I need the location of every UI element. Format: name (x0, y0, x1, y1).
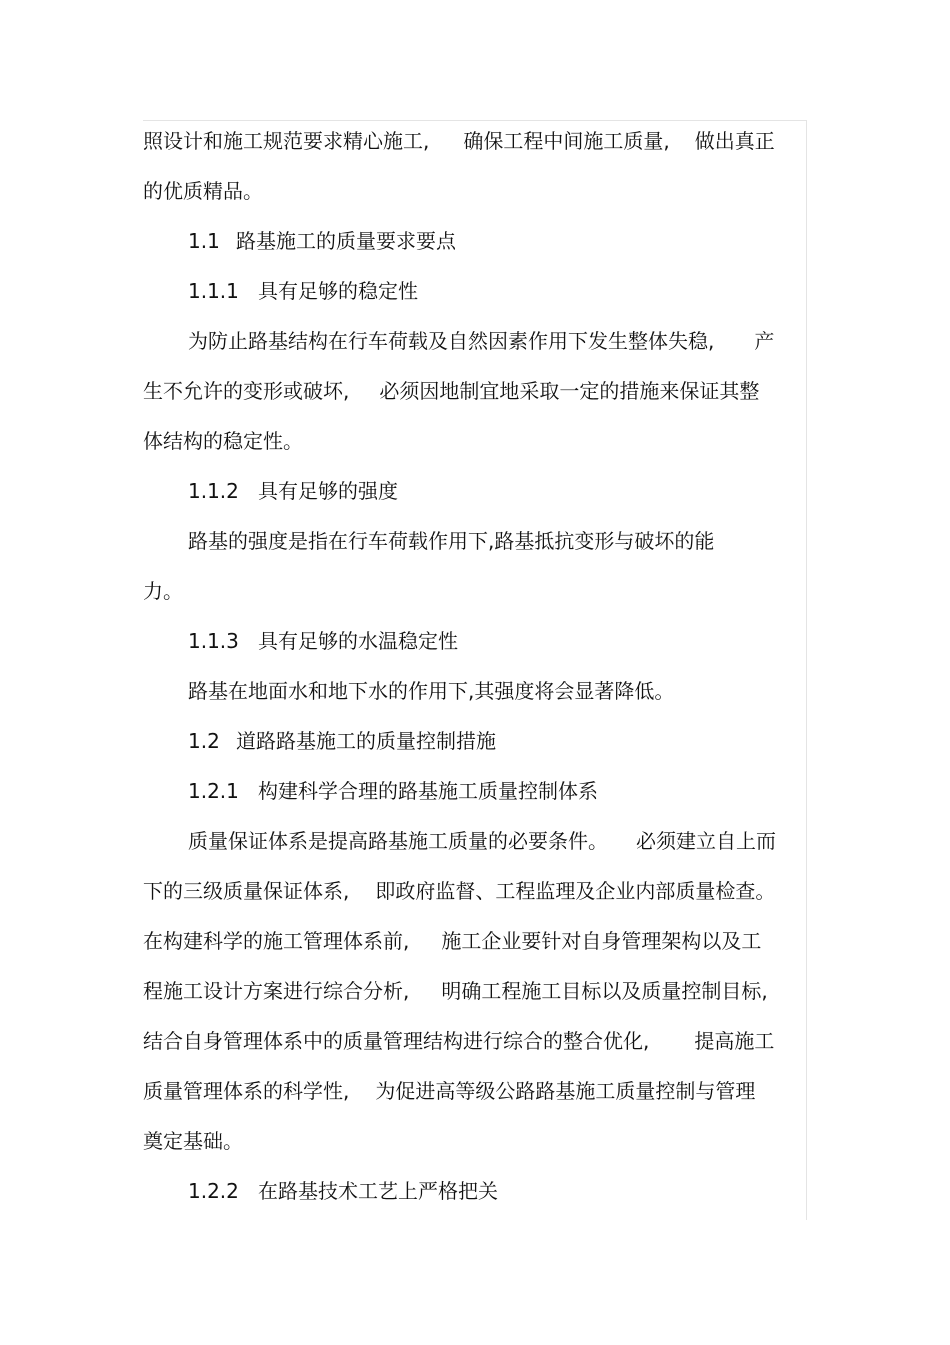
text-segment: 为防止路基结构在行车荷载及自然因素作用下发生整体失稳, (188, 329, 715, 353)
section-title: 道路路基施工的质量控制措施 (236, 729, 496, 753)
section-number: 1.1 (188, 229, 220, 253)
section-number: 1.1.1 (188, 279, 239, 303)
text-segment: 为促进高等级公路路基施工质量控制与管理 (375, 1079, 756, 1103)
paragraph-line (143, 1066, 803, 1116)
text-segment: 提高施工 (694, 1029, 775, 1053)
section-number: 1.1.2 (188, 479, 239, 503)
paragraph-line (143, 316, 803, 366)
section-number: 1.1.3 (188, 629, 239, 653)
section-heading-1-2-1 (143, 766, 803, 816)
section-title: 构建科学合理的路基施工质量控制体系 (258, 779, 598, 803)
paragraph-line (143, 916, 803, 966)
paragraph-line: 奠定基础。 (143, 1129, 243, 1153)
paragraph-line: 体结构的稳定性。 (143, 429, 303, 453)
section-heading-1-1-3 (143, 616, 803, 666)
section-title: 在路基技术工艺上严格把关 (258, 1179, 498, 1203)
section-number: 1.2 (188, 729, 220, 753)
paragraph-line (143, 816, 803, 866)
paragraph-line (143, 366, 803, 416)
paragraph-line: 路基在地面水和地下水的作用下,其强度将会显著降低。 (188, 679, 675, 703)
section-number: 1.2.2 (188, 1179, 239, 1203)
text-segment: 做出真正 (694, 129, 775, 153)
text-segment: 结合自身管理体系中的质量管理结构进行综合的整合优化, (143, 1029, 650, 1053)
text-segment: 下的三级质量保证体系, (143, 879, 350, 903)
section-heading-1-2 (143, 716, 803, 766)
paragraph-line: 路基的强度是指在行车荷载作用下,路基抵抗变形与破坏的能 (188, 529, 715, 553)
paragraph-line (143, 116, 803, 166)
paragraph-line (143, 1016, 803, 1066)
text-segment: 在构建科学的施工管理体系前, (143, 929, 410, 953)
paragraph-line (143, 966, 803, 1016)
section-title: 具有足够的水温稳定性 (258, 629, 458, 653)
text-segment: 产 (754, 329, 775, 353)
section-title: 具有足够的稳定性 (258, 279, 418, 303)
text-segment: 必须因地制宜地采取一定的措施来保证其整 (379, 379, 760, 403)
text-segment: 即政府监督、工程监理及企业内部质量检查。 (375, 879, 776, 903)
section-title: 路基施工的质量要求要点 (236, 229, 456, 253)
section-heading-1-1-2 (143, 466, 803, 516)
document-body (143, 116, 803, 1216)
text-segment: 生不允许的变形或破坏, (143, 379, 350, 403)
section-heading-1-2-2 (143, 1166, 803, 1216)
text-segment: 质量保证体系是提高路基施工质量的必要条件。 (188, 829, 608, 853)
paragraph-line: 力。 (143, 579, 183, 603)
text-segment: 照设计和施工规范要求精心施工, (143, 129, 430, 153)
text-segment: 程施工设计方案进行综合分析, (143, 979, 410, 1003)
paragraph-line: 的优质精品。 (143, 179, 263, 203)
section-heading-1-1 (143, 216, 803, 266)
text-segment: 施工企业要针对自身管理架构以及工 (441, 929, 762, 953)
section-title: 具有足够的强度 (258, 479, 398, 503)
text-segment: 质量管理体系的科学性, (143, 1079, 350, 1103)
section-heading-1-1-1 (143, 266, 803, 316)
text-segment: 必须建立自上而 (636, 829, 776, 853)
text-segment: 确保工程中间施工质量, (463, 129, 670, 153)
text-segment: 明确工程施工目标以及质量控制目标, (441, 979, 768, 1003)
paragraph-line (143, 866, 803, 916)
section-number: 1.2.1 (188, 779, 239, 803)
